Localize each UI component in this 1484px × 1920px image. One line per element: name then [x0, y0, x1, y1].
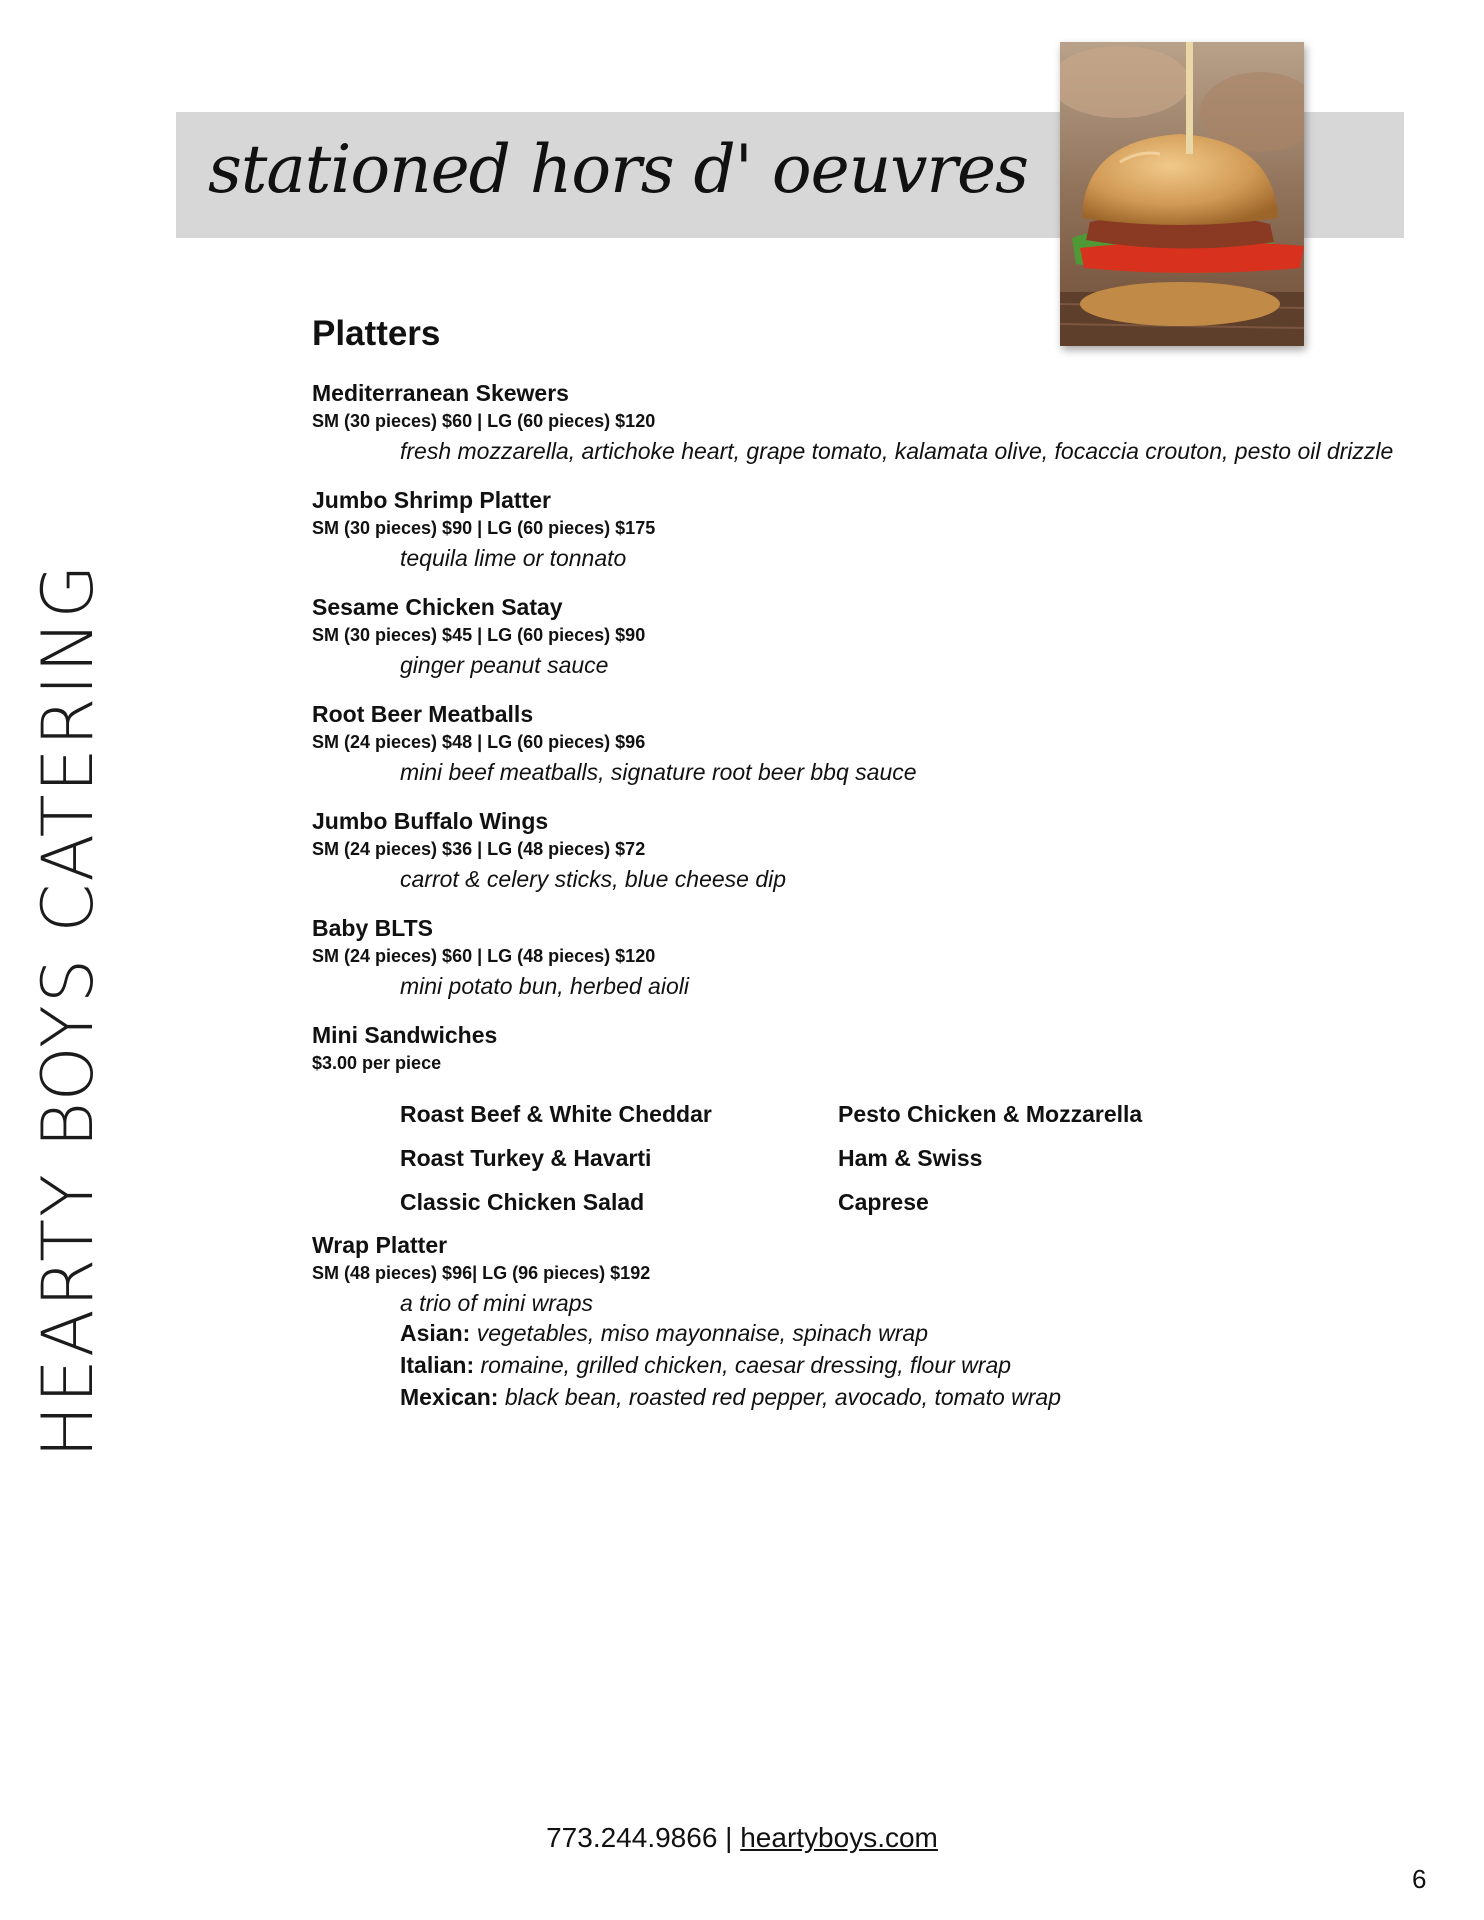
section-heading: Platters	[312, 314, 441, 353]
item-price: SM (30 pieces) $60 | LG (60 pieces) $120	[312, 411, 656, 431]
footer-contact	[0, 1820, 1484, 1856]
item-price: SM (30 pieces) $45 | LG (60 pieces) $90	[312, 625, 646, 645]
wrap-description: romaine, grilled chicken, caesar dressing, flour wrap	[480, 1352, 1012, 1378]
item-name: Jumbo Shrimp Platter	[312, 487, 551, 513]
website-link[interactable]: heartyboys.com	[740, 1822, 938, 1853]
menu-item	[312, 378, 1412, 465]
footer-separator: |	[725, 1822, 733, 1853]
mini-sandwiches-item	[312, 1020, 1412, 1216]
item-price: SM (24 pieces) $48 | LG (60 pieces) $96	[312, 732, 646, 752]
menu-item	[312, 913, 1412, 1000]
wrap-description: black bean, roasted red pepper, avocado, tomato wrap	[504, 1384, 1062, 1410]
item-name: Root Beer Meatballs	[312, 701, 534, 727]
sandwich-option: Classic Chicken Salad	[400, 1189, 645, 1215]
item-price: SM (48 pieces) $96| LG (96 pieces) $192	[312, 1263, 651, 1283]
item-description: carrot & celery sticks, blue cheese dip	[400, 866, 787, 892]
item-name: Mini Sandwiches	[312, 1022, 498, 1048]
wrap-label: Asian:	[400, 1320, 471, 1346]
wrap-option	[400, 1381, 1412, 1413]
sandwich-options	[400, 1100, 1412, 1216]
item-name: Sesame Chicken Satay	[312, 594, 563, 620]
wrap-option	[400, 1349, 1412, 1381]
slider-image	[1060, 42, 1304, 346]
sandwich-option: Ham & Swiss	[838, 1145, 983, 1171]
item-description: tequila lime or tonnato	[400, 545, 627, 571]
item-description: fresh mozzarella, artichoke heart, grape tomato, kalamata olive, focaccia crouton, pesto oil drizzle	[400, 438, 1394, 464]
wrap-description: vegetables, miso mayonnaise, spinach wrap	[476, 1320, 928, 1346]
wrap-label: Mexican:	[400, 1384, 499, 1410]
item-price: SM (24 pieces) $36 | LG (48 pieces) $72	[312, 839, 646, 859]
menu-item	[312, 699, 1412, 786]
item-description: ginger peanut sauce	[400, 652, 609, 678]
wrap-platter-item	[312, 1230, 1412, 1413]
phone-number: 773.244.9866	[546, 1822, 718, 1853]
wrap-label: Italian:	[400, 1352, 475, 1378]
item-price: SM (24 pieces) $60 | LG (48 pieces) $120	[312, 946, 656, 966]
sandwich-option: Roast Turkey & Havarti	[400, 1145, 652, 1171]
menu-content	[312, 312, 1412, 1433]
menu-item	[312, 592, 1412, 679]
item-description: mini beef meatballs, signature root beer bbq sauce	[400, 759, 917, 785]
item-name: Jumbo Buffalo Wings	[312, 808, 549, 834]
item-description: mini potato bun, herbed aioli	[400, 973, 689, 999]
menu-item	[312, 485, 1412, 572]
item-name: Baby BLTS	[312, 915, 433, 941]
page-number: 6	[1412, 1864, 1427, 1894]
item-name: Mediterranean Skewers	[312, 380, 569, 406]
brand-logo-vertical: HEARTY BOYS CATERING	[27, 562, 109, 1458]
sandwich-option: Caprese	[838, 1189, 929, 1215]
slider-photo	[1060, 42, 1304, 346]
item-name: Wrap Platter	[312, 1232, 448, 1258]
menu-item	[312, 806, 1412, 893]
item-price: SM (30 pieces) $90 | LG (60 pieces) $175	[312, 518, 656, 538]
sandwich-option: Roast Beef & White Cheddar	[400, 1101, 712, 1127]
wrap-option	[400, 1317, 1412, 1349]
item-price: $3.00 per piece	[312, 1053, 442, 1073]
sandwich-option: Pesto Chicken & Mozzarella	[838, 1101, 1143, 1127]
page-title: stationed hors d' oeuvres	[208, 131, 1028, 208]
item-description: a trio of mini wraps	[400, 1290, 594, 1316]
